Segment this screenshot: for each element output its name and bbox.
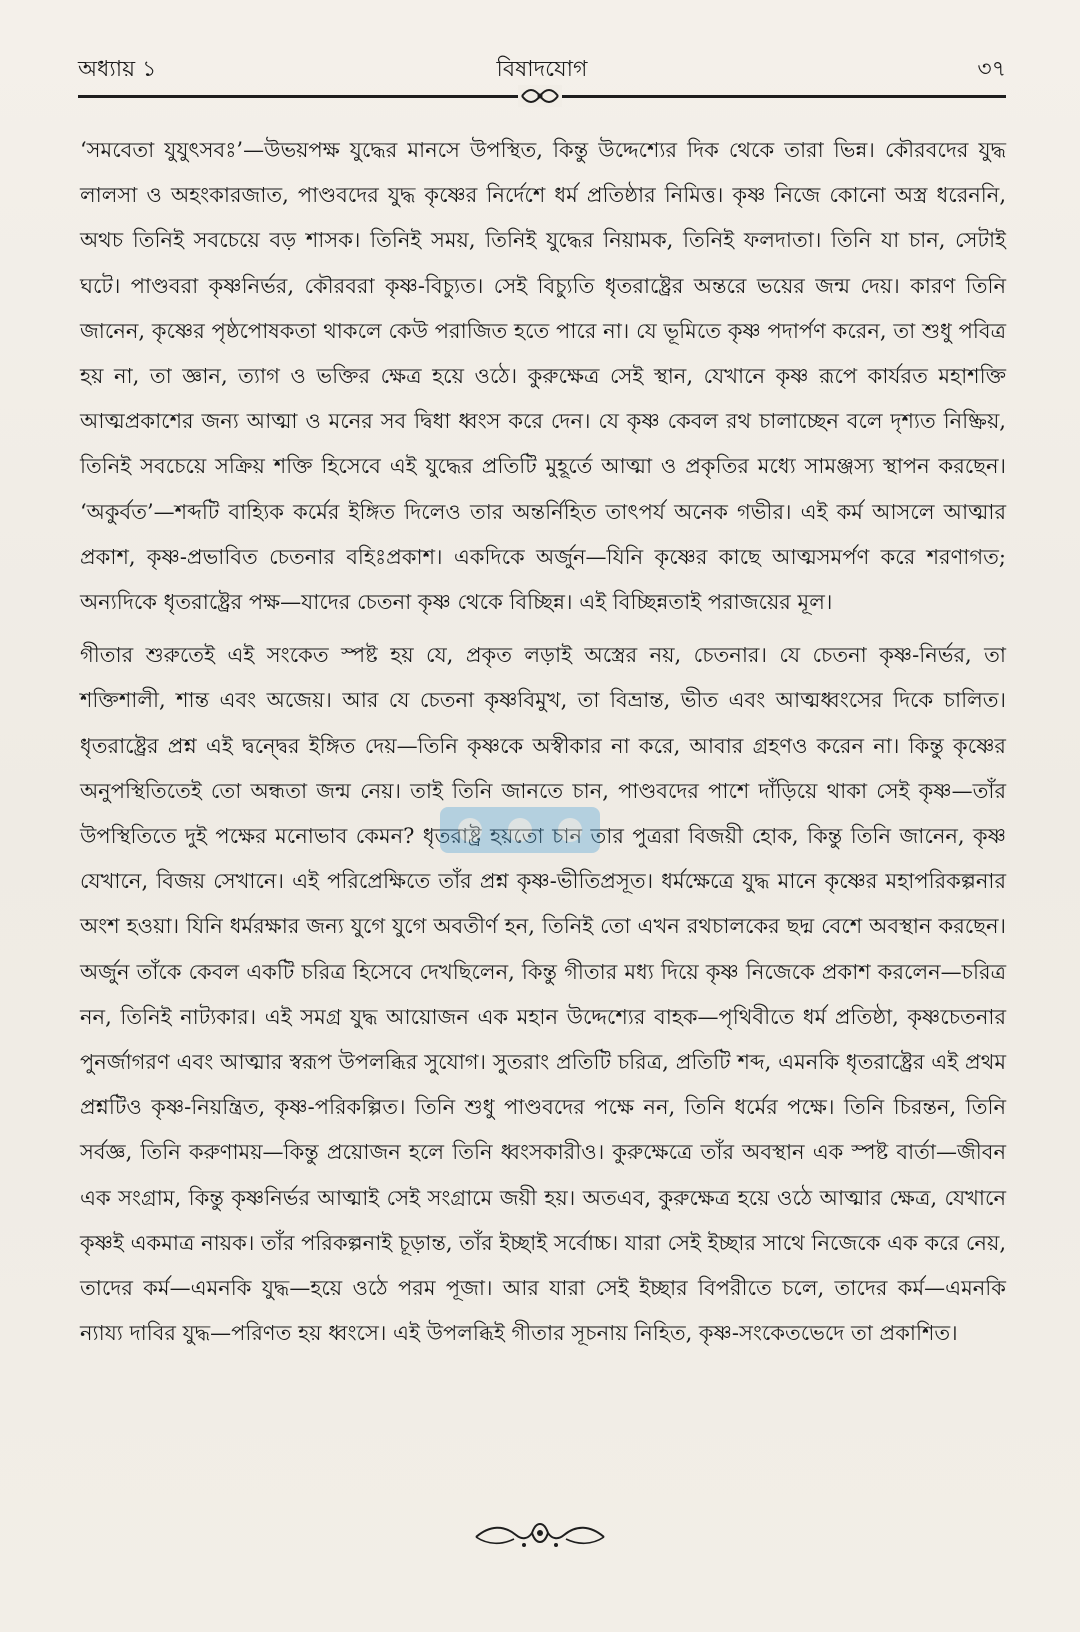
- chapter-label: অধ্যায় ১: [78, 57, 157, 82]
- paragraph-2: গীতার শুরুতেই এই সংকেত স্পষ্ট হয় যে, প্রকৃত লড়াই অস্ত্রের নয়, চেতনার। যে চেতনা কৃষ্ণ-নির্ভর, তা শক্তিশালী, শান্ত এবং অজেয়। আর যে চেতনা কৃষ্ণবিমুখ, তা বিভ্রান্ত, ভীত এবং আত্মধ্বংসের দিকে চালিত। ধৃতরাষ্ট্রের প্রশ্ন এই দ্বন্দ্বের ইঙ্গিত দেয়—তিনি কৃষ্ণকে অস্বীকার না করে, আবার গ্রহণও করেন না। কিন্তু কৃষ্ণের অনুপস্থিতিতেই তো অন্ধতা জন্ম নেয়। তাই তিনি জানতে চান, পাণ্ডবদের পাশে দাঁড়িয়ে থাকা সেই কৃষ্ণ—তাঁর উপস্থিতিতে দুই পক্ষের মনোভাব কেমন? ধৃতরাষ্ট্র হয়তো চান তার পুত্ররা বিজয়ী হোক, কিন্তু তিনি জানেন, কৃষ্ণ যেখানে, বিজয় সেখানে। এই পরিপ্রেক্ষিতে তাঁর প্রশ্ন কৃষ্ণ-ভীতিপ্রসূত। ধর্মক্ষেত্রে যুদ্ধ মানে কৃষ্ণের মহাপরিকল্পনার অংশ হওয়া। যিনি ধর্মরক্ষার জন্য যুগে যুগে অবতীর্ণ হন, তিনিই তো এখন রথচালকের ছদ্ম বেশে অবস্থান করছেন। অর্জুন তাঁকে কেবল একটি চরিত্র হিসেবে দেখছিলেন, কিন্তু গীতার মধ্য দিয়ে কৃষ্ণ নিজেকে প্রকাশ করলেন—চরিত্র নন, তিনিই নাট্যকার। এই সমগ্র যুদ্ধ আয়োজন এক মহান উদ্দেশ্যের বাহক—পৃথিবীতে ধর্ম প্রতিষ্ঠা, কৃষ্ণচেতনার পুনর্জাগরণ এবং আত্মার স্বরূপ উপলব্ধির সুযোগ। সুতরাং প্রতিটি চরিত্র, প্রতিটি শব্দ, এমনকি ধৃতরাষ্ট্রের এই প্রথম প্রশ্নটিও কৃষ্ণ-নিয়ন্ত্রিত, কৃষ্ণ-পরিকল্পিত। তিনি শুধু পাণ্ডবদের পক্ষে নন, তিনি ধর্মের পক্ষে। তিনি চিরন্তন, তিনি সর্বজ্ঞ, তিনি করুণাময়—কিন্তু প্রয়োজন হলে তিনি ধ্বংসকারীও। কুরুক্ষেত্রে তাঁর অবস্থান এক স্পষ্ট বার্তা—জীবন এক সংগ্রাম, কিন্তু কৃষ্ণনির্ভর আত্মাই সেই সংগ্রামে জয়ী হয়। অতএব, কুরুক্ষেত্র হয়ে ওঠে আত্মার ক্ষেত্র, যেখানে কৃষ্ণই একমাত্র নায়ক। তাঁর পরিকল্পনাই চূড়ান্ত, তাঁর ইচ্ছাই সর্বোচ্চ। যারা সেই ইচ্ছার সাথে নিজেকে এক করে নেয়, তাদের কর্ম—এমনকি যুদ্ধ—হয়ে ওঠে পরম পূজা। আর যারা সেই ইচ্ছার বিপরীতে চলে, তাদের কর্ম—এমনকি ন্যায্য দাবির যুদ্ধ—পরিণত হয় ধ্বংসে। এই উপলব্ধিই গীতার সূচনায় নিহিত, কৃষ্ণ-সংকেতভেদে তা প্রকাশিত।: [80, 643, 1006, 1346]
- paragraph-1: ‘সমবেতা যুযুৎসবঃ’—উভয়পক্ষ যুদ্ধের মানসে উপস্থিত, কিন্তু উদ্দেশ্যের দিক থেকে তারা ভিন্ন। কৌরবদের যুদ্ধ লালসা ও অহংকারজাত, পাণ্ডবদের যুদ্ধ কৃষ্ণের নির্দেশে ধর্ম প্রতিষ্ঠার নিমিত্ত। কৃষ্ণ নিজে কোনো অস্ত্র ধরেননি, অথচ তিনিই সবচেয়ে বড় শাসক। তিনিই সময়, তিনিই যুদ্ধের নিয়ামক, তিনিই ফলদাতা। তিনি যা চান, সেটাই ঘটে। পাণ্ডবরা কৃষ্ণনির্ভর, কৌরবরা কৃষ্ণ-বিচ্যুত। সেই বিচ্যুতি ধৃতরাষ্ট্রের অন্তরে ভয়ের জন্ম দেয়। কারণ তিনি জানেন, কৃষ্ণের পৃষ্ঠপোষকতা থাকলে কেউ পরাজিত হতে পারে না। যে ভূমিতে কৃষ্ণ পদার্পণ করেন, তা শুধু পবিত্র হয় না, তা জ্ঞান, ত্যাগ ও ভক্তির ক্ষেত্র হয়ে ওঠে। কুরুক্ষেত্র সেই স্থান, যেখানে কৃষ্ণ রূপে কার্যরত মহাশক্তি আত্মপ্রকাশের জন্য আত্মা ও মনের সব দ্বিধা ধ্বংস করে দেন। যে কৃষ্ণ কেবল রথ চালাচ্ছেন বলে দৃশ্যত নিষ্ক্রিয়, তিনিই সবচেয়ে সক্রিয় শক্তি হিসেবে এই যুদ্ধের প্রতিটি মুহূর্তে আত্মা ও প্রকৃতির মধ্যে সামঞ্জস্য স্থাপন করছেন। ‘অকুর্বত’—শব্দটি বাহ্যিক কর্মের ইঙ্গিত দিলেও তার অন্তর্নিহিত তাৎপর্য অনেক গভীর। এই কর্ম আসলে আত্মার প্রকাশ, কৃষ্ণ-প্রভাবিত চেতনার বহিঃপ্রকাশ। একদিকে অর্জুন—যিনি কৃষ্ণের কাছে আত্মসমর্পণ করে শরণাগত; অন্যদিকে ধৃতরাষ্ট্রের পক্ষ—যাদের চেতনা কৃষ্ণ থেকে বিচ্ছিন্ন। এই বিচ্ছিন্নতাই পরাজয়ের মূল।: [80, 138, 1006, 615]
- body-text: [80, 128, 1006, 1364]
- ornament-flourish-icon: [470, 1515, 610, 1555]
- running-header: [78, 50, 1006, 90]
- chapter-title: বিষাদযোগ: [496, 57, 588, 82]
- ornament-divider-icon: [518, 85, 562, 107]
- page-number: ৩৭: [977, 57, 1006, 82]
